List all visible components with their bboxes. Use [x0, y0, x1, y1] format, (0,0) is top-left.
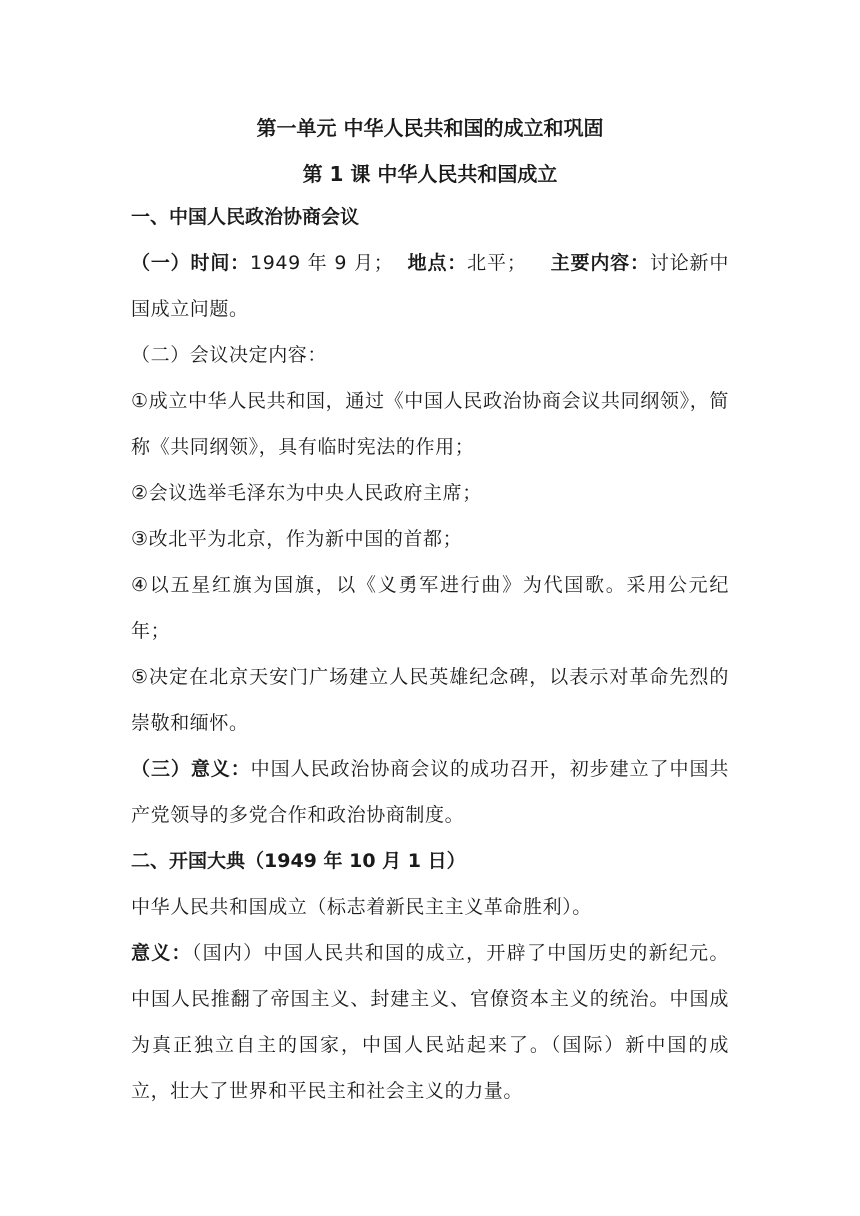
- section-1-heading: 一、中国人民政治协商会议: [131, 206, 360, 228]
- decision-point-2: ②会议选举毛泽东为中央人民政府主席；: [131, 482, 482, 504]
- time-label: （一）时间：: [131, 252, 251, 274]
- time-value: 1949 年 9 月；: [250, 252, 394, 274]
- decision-point-3: ③改北平为北京，作为新中国的首都；: [131, 528, 463, 550]
- decision-point-5: ⑤决定在北京天安门广场建立人民英雄纪念碑，以表示对革命先烈的崇敬和缅怀。: [131, 666, 729, 734]
- place-label: 地点：: [407, 252, 468, 274]
- section-2-heading: 二、开国大典（1949 年 10 月 1 日）: [131, 850, 466, 872]
- section-1-item-2-heading: （二）会议决定内容：: [131, 344, 328, 366]
- content-label: 主要内容：: [550, 252, 650, 274]
- section-1-item-1: [131, 240, 729, 332]
- decision-point-4: ④以五星红旗为国旗，以《义勇军进行曲》为代国歌。采用公元纪年；: [131, 574, 729, 642]
- section-1-item-3: [131, 746, 729, 838]
- significance-value-1: 中国人民政治协商会议的成功召开，初步建立了中国共产党领导的多党合作和政治协商制度。: [131, 758, 729, 826]
- section-2-significance: [131, 930, 729, 1114]
- decision-point-1: ①成立中华人民共和国，通过《中国人民政治协商会议共同纲领》，简称《共同纲领》，具有临时宪法的作用；: [131, 390, 729, 458]
- significance-label-1: （三）意义：: [131, 758, 251, 780]
- place-value: 北平；: [467, 252, 527, 274]
- content-value: 讨论新中国成立问题。: [131, 252, 729, 320]
- section-2-statement: 中华人民共和国成立（标志着新民主主义革命胜利）。: [131, 896, 592, 918]
- significance-value-2: （国内）中国人民共和国的成立，开辟了中国历史的新纪元。中国人民推翻了帝国主义、封建主义、官僚资本主义的统治。中国成为真正独立自主的国家，中国人民站起来了。（国际）新中国的成立，壮大了世界和平民主和社会主义的力量。: [131, 942, 729, 1102]
- lesson-title: 第 1 课 中华人民共和国成立: [302, 162, 558, 186]
- significance-label-2: 意义：: [131, 942, 192, 964]
- document-content: [131, 108, 729, 1114]
- unit-title: 第一单元 中华人民共和国的成立和巩固: [256, 116, 604, 140]
